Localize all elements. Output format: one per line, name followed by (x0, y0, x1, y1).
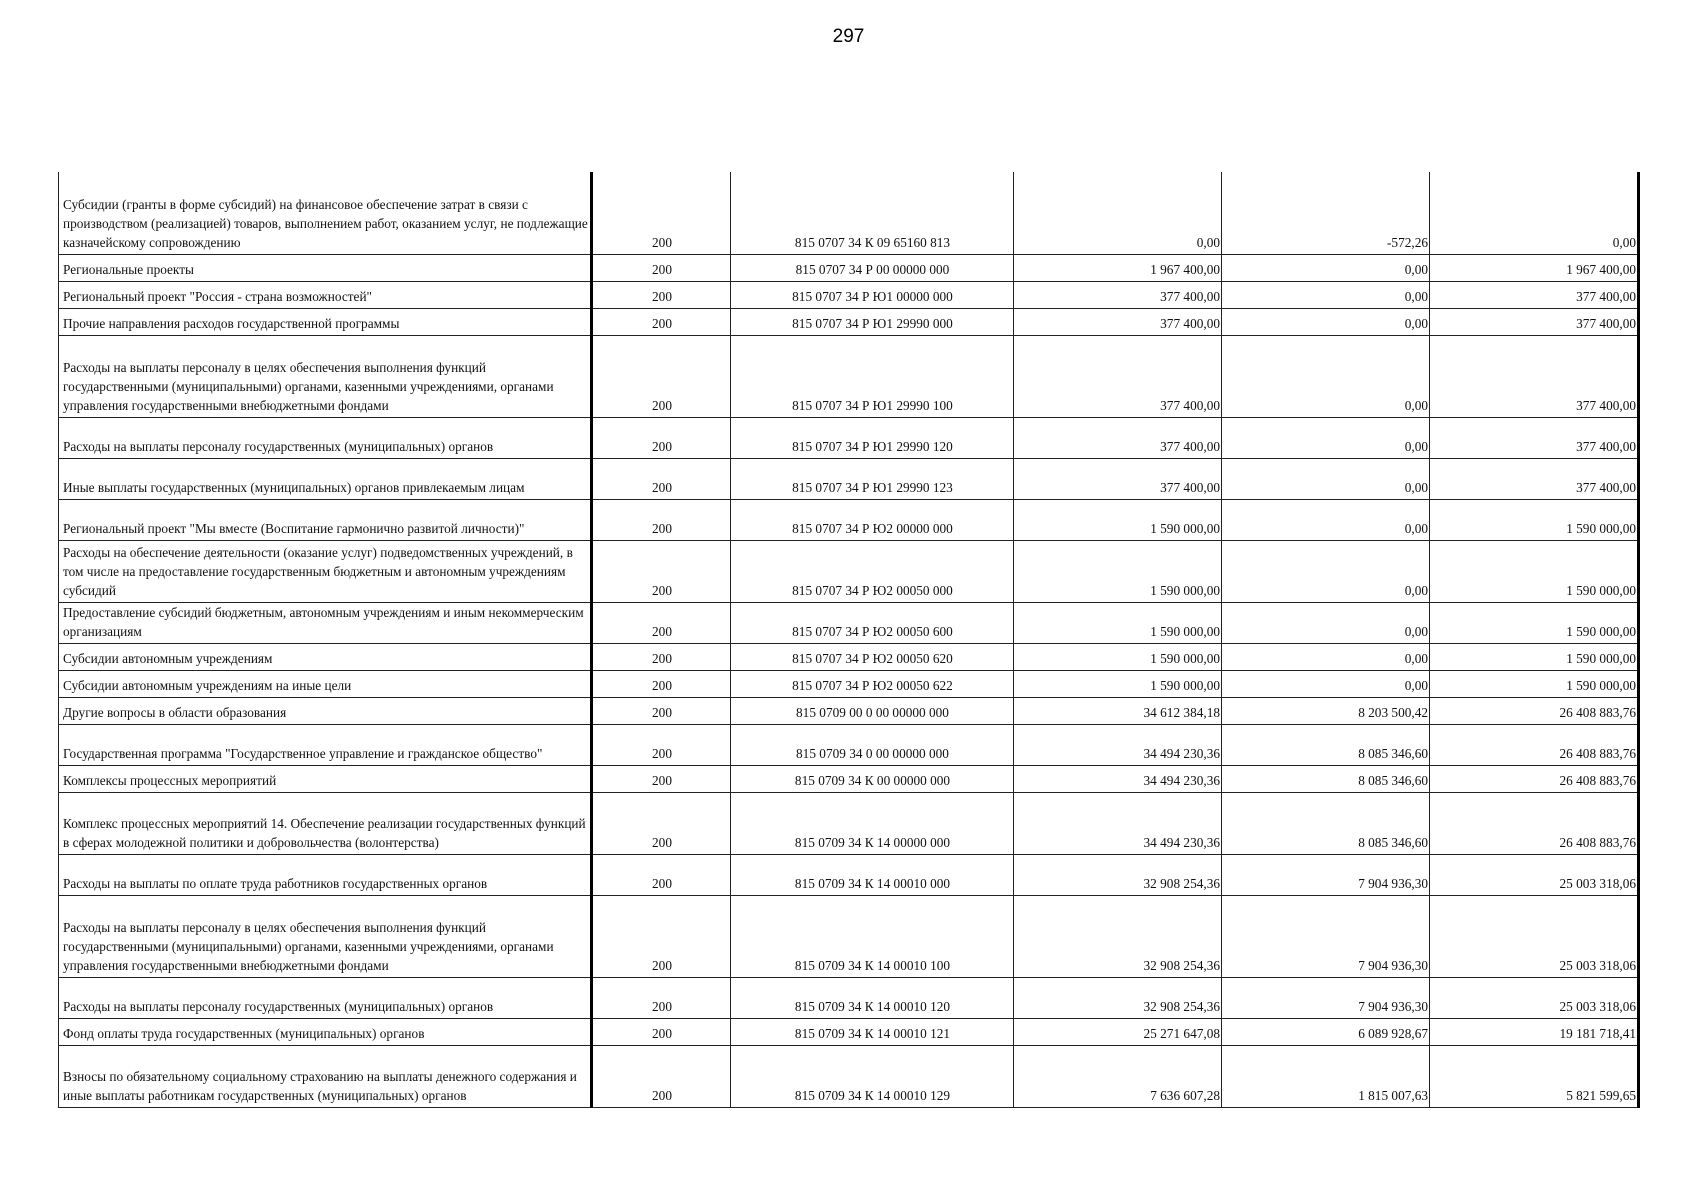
table-row (59, 895, 1639, 977)
row-classification-cell: 815 0709 34 0 00 00000 000 (731, 724, 1014, 765)
row-classification-cell: 815 0707 34 Р Ю2 00000 000 (731, 499, 1014, 540)
table-row (59, 499, 1639, 540)
row-classification-cell: 815 0707 34 Р Ю1 29990 123 (731, 458, 1014, 499)
row-name-cell: Государственная программа "Государственное управление и гражданское общество" (59, 724, 592, 765)
row-name-cell: Иные выплаты государственных (муниципальных) органов привлекаемым лицам (59, 458, 592, 499)
row-change-cell: 0,00 (1222, 335, 1430, 417)
row-classification-cell: 815 0707 34 Р Ю1 00000 000 (731, 281, 1014, 308)
row-name-cell: Субсидии (гранты в форме субсидий) на финансовое обеспечение затрат в связи с производством (реализацией) товаров, выполнением работ, оказанием услуг, не подлежащие казначейскому сопровождению (59, 172, 592, 254)
row-change-cell: 0,00 (1222, 417, 1430, 458)
row-name-cell: Другие вопросы в области образования (59, 697, 592, 724)
table-row (59, 335, 1639, 417)
row-change-cell: -572,26 (1222, 172, 1430, 254)
table-row (59, 792, 1639, 854)
row-result-cell: 377 400,00 (1430, 335, 1639, 417)
table-row (59, 172, 1639, 254)
row-change-cell: 0,00 (1222, 281, 1430, 308)
row-plan-cell: 34 612 384,18 (1014, 697, 1222, 724)
table-row (59, 643, 1639, 670)
table-row (59, 1018, 1639, 1045)
row-code-cell: 200 (592, 602, 731, 643)
row-plan-cell: 377 400,00 (1014, 458, 1222, 499)
row-code-cell: 200 (592, 281, 731, 308)
table-row (59, 602, 1639, 643)
row-change-cell: 0,00 (1222, 308, 1430, 335)
row-code-cell: 200 (592, 895, 731, 977)
row-plan-cell: 25 271 647,08 (1014, 1018, 1222, 1045)
row-result-cell: 377 400,00 (1430, 417, 1639, 458)
row-classification-cell: 815 0709 34 К 14 00010 121 (731, 1018, 1014, 1045)
row-result-cell: 0,00 (1430, 172, 1639, 254)
row-change-cell: 0,00 (1222, 254, 1430, 281)
row-classification-cell: 815 0707 34 Р Ю2 00050 622 (731, 670, 1014, 697)
row-result-cell: 26 408 883,76 (1430, 697, 1639, 724)
row-classification-cell: 815 0707 34 Р Ю1 29990 100 (731, 335, 1014, 417)
row-classification-cell: 815 0707 34 Р Ю1 29990 120 (731, 417, 1014, 458)
row-result-cell: 25 003 318,06 (1430, 854, 1639, 895)
page-number: 297 (832, 26, 865, 47)
row-classification-cell: 815 0707 34 Р Ю2 00050 600 (731, 602, 1014, 643)
table-row (59, 854, 1639, 895)
row-code-cell: 200 (592, 792, 731, 854)
row-name-cell: Субсидии автономным учреждениям (59, 643, 592, 670)
table-row (59, 281, 1639, 308)
row-result-cell: 26 408 883,76 (1430, 792, 1639, 854)
row-plan-cell: 32 908 254,36 (1014, 977, 1222, 1018)
row-code-cell: 200 (592, 254, 731, 281)
row-plan-cell: 1 590 000,00 (1014, 670, 1222, 697)
row-code-cell: 200 (592, 670, 731, 697)
row-change-cell: 8 085 346,60 (1222, 792, 1430, 854)
row-plan-cell: 34 494 230,36 (1014, 792, 1222, 854)
row-classification-cell: 815 0709 00 0 00 00000 000 (731, 697, 1014, 724)
row-name-cell: Расходы на выплаты по оплате труда работников государственных органов (59, 854, 592, 895)
row-result-cell: 1 590 000,00 (1430, 670, 1639, 697)
row-change-cell: 8 085 346,60 (1222, 724, 1430, 765)
row-result-cell: 26 408 883,76 (1430, 724, 1639, 765)
row-plan-cell: 377 400,00 (1014, 335, 1222, 417)
row-classification-cell: 815 0709 34 К 14 00010 100 (731, 895, 1014, 977)
table-row (59, 765, 1639, 792)
row-change-cell: 7 904 936,30 (1222, 977, 1430, 1018)
row-plan-cell: 1 590 000,00 (1014, 499, 1222, 540)
row-plan-cell: 34 494 230,36 (1014, 765, 1222, 792)
row-name-cell: Субсидии автономным учреждениям на иные цели (59, 670, 592, 697)
row-change-cell: 0,00 (1222, 499, 1430, 540)
row-plan-cell: 34 494 230,36 (1014, 724, 1222, 765)
row-change-cell: 0,00 (1222, 670, 1430, 697)
row-code-cell: 200 (592, 977, 731, 1018)
row-code-cell: 200 (592, 458, 731, 499)
row-result-cell: 25 003 318,06 (1430, 895, 1639, 977)
row-plan-cell: 377 400,00 (1014, 281, 1222, 308)
row-plan-cell: 1 590 000,00 (1014, 643, 1222, 670)
row-result-cell: 1 590 000,00 (1430, 643, 1639, 670)
row-name-cell: Фонд оплаты труда государственных (муниципальных) органов (59, 1018, 592, 1045)
row-result-cell: 5 821 599,65 (1430, 1045, 1639, 1107)
row-code-cell: 200 (592, 724, 731, 765)
row-change-cell: 7 904 936,30 (1222, 854, 1430, 895)
row-name-cell: Расходы на выплаты персоналу государственных (муниципальных) органов (59, 977, 592, 1018)
row-change-cell: 8 085 346,60 (1222, 765, 1430, 792)
row-classification-cell: 815 0707 34 Р Ю1 29990 000 (731, 308, 1014, 335)
budget-table (58, 172, 1640, 1108)
table-row (59, 1045, 1639, 1107)
row-classification-cell: 815 0707 34 Р Ю2 00050 620 (731, 643, 1014, 670)
row-plan-cell: 1 967 400,00 (1014, 254, 1222, 281)
row-classification-cell: 815 0707 34 Р 00 00000 000 (731, 254, 1014, 281)
row-classification-cell: 815 0709 34 К 14 00010 000 (731, 854, 1014, 895)
row-name-cell: Расходы на выплаты персоналу государственных (муниципальных) органов (59, 417, 592, 458)
row-code-cell: 200 (592, 499, 731, 540)
table-row (59, 540, 1639, 602)
row-classification-cell: 815 0709 34 К 14 00000 000 (731, 792, 1014, 854)
row-classification-cell: 815 0709 34 К 14 00010 129 (731, 1045, 1014, 1107)
row-code-cell: 200 (592, 697, 731, 724)
table-row (59, 670, 1639, 697)
row-code-cell: 200 (592, 1045, 731, 1107)
row-plan-cell: 32 908 254,36 (1014, 854, 1222, 895)
row-name-cell: Взносы по обязательному социальному страхованию на выплаты денежного содержания и иные выплаты работникам государственных (муниципальных) органов (59, 1045, 592, 1107)
row-result-cell: 1 590 000,00 (1430, 499, 1639, 540)
row-change-cell: 0,00 (1222, 643, 1430, 670)
row-code-cell: 200 (592, 854, 731, 895)
row-result-cell: 25 003 318,06 (1430, 977, 1639, 1018)
row-classification-cell: 815 0709 34 К 14 00010 120 (731, 977, 1014, 1018)
row-result-cell: 377 400,00 (1430, 281, 1639, 308)
row-code-cell: 200 (592, 540, 731, 602)
row-change-cell: 0,00 (1222, 458, 1430, 499)
row-classification-cell: 815 0707 34 Р Ю2 00050 000 (731, 540, 1014, 602)
table-row (59, 724, 1639, 765)
table-row (59, 254, 1639, 281)
row-plan-cell: 32 908 254,36 (1014, 895, 1222, 977)
row-name-cell: Региональный проект "Мы вместе (Воспитание гармонично развитой личности)" (59, 499, 592, 540)
row-name-cell: Региональный проект "Россия - страна возможностей" (59, 281, 592, 308)
row-change-cell: 0,00 (1222, 540, 1430, 602)
row-change-cell: 8 203 500,42 (1222, 697, 1430, 724)
row-name-cell: Комплексы процессных мероприятий (59, 765, 592, 792)
row-code-cell: 200 (592, 308, 731, 335)
row-result-cell: 377 400,00 (1430, 308, 1639, 335)
row-result-cell: 1 590 000,00 (1430, 540, 1639, 602)
table-row (59, 417, 1639, 458)
row-plan-cell: 0,00 (1014, 172, 1222, 254)
row-result-cell: 26 408 883,76 (1430, 765, 1639, 792)
row-name-cell: Региональные проекты (59, 254, 592, 281)
row-plan-cell: 377 400,00 (1014, 308, 1222, 335)
row-result-cell: 1 590 000,00 (1430, 602, 1639, 643)
row-code-cell: 200 (592, 765, 731, 792)
row-code-cell: 200 (592, 643, 731, 670)
row-name-cell: Расходы на обеспечение деятельности (оказание услуг) подведомственных учреждений, в том числе на предоставление государственным бюджетным и автономным учреждениям субсидий (59, 540, 592, 602)
table-row (59, 697, 1639, 724)
row-change-cell: 1 815 007,63 (1222, 1045, 1430, 1107)
row-code-cell: 200 (592, 1018, 731, 1045)
row-code-cell: 200 (592, 172, 731, 254)
row-name-cell: Расходы на выплаты персоналу в целях обеспечения выполнения функций государственными (муниципальными) органами, казенными учреждениями, органами управления государственными внебюджетными фондами (59, 895, 592, 977)
row-result-cell: 19 181 718,41 (1430, 1018, 1639, 1045)
row-name-cell: Прочие направления расходов государственной программы (59, 308, 592, 335)
row-plan-cell: 377 400,00 (1014, 417, 1222, 458)
row-change-cell: 7 904 936,30 (1222, 895, 1430, 977)
row-classification-cell: 815 0709 34 К 00 00000 000 (731, 765, 1014, 792)
table-row (59, 308, 1639, 335)
row-name-cell: Предоставление субсидий бюджетным, автономным учреждениям и иным некоммерческим организациям (59, 602, 592, 643)
row-name-cell: Расходы на выплаты персоналу в целях обеспечения выполнения функций государственными (муниципальными) органами, казенными учреждениями, органами управления государственными внебюджетными фондами (59, 335, 592, 417)
row-result-cell: 377 400,00 (1430, 458, 1639, 499)
table-row (59, 458, 1639, 499)
row-change-cell: 0,00 (1222, 602, 1430, 643)
row-code-cell: 200 (592, 335, 731, 417)
row-classification-cell: 815 0707 34 К 09 65160 813 (731, 172, 1014, 254)
row-change-cell: 6 089 928,67 (1222, 1018, 1430, 1045)
table-row (59, 977, 1639, 1018)
row-plan-cell: 1 590 000,00 (1014, 540, 1222, 602)
row-code-cell: 200 (592, 417, 731, 458)
row-name-cell: Комплекс процессных мероприятий 14. Обеспечение реализации государственных функций в сферах молодежной политики и добровольчества (волонтерства) (59, 792, 592, 854)
row-plan-cell: 1 590 000,00 (1014, 602, 1222, 643)
row-plan-cell: 7 636 607,28 (1014, 1045, 1222, 1107)
row-result-cell: 1 967 400,00 (1430, 254, 1639, 281)
